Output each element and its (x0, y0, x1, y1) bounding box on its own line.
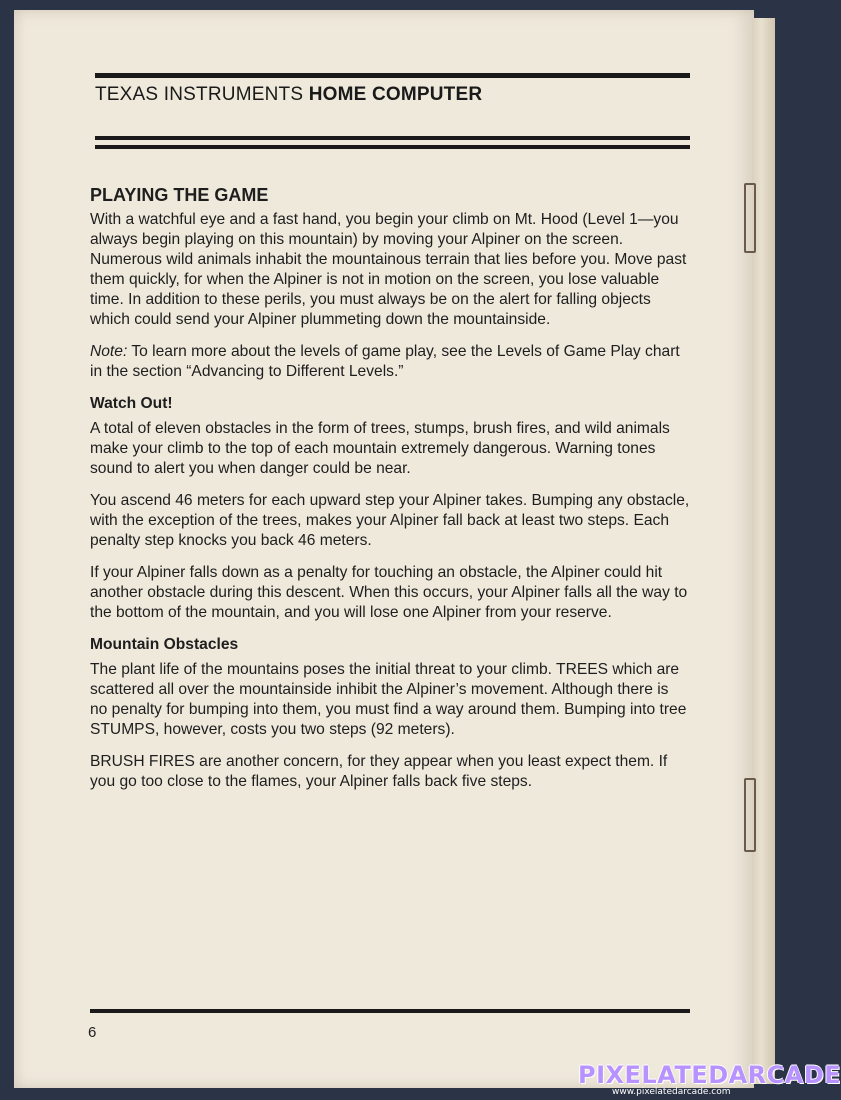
watermark-logo: PIXELATEDARCADE (578, 1061, 841, 1089)
staple-top (744, 183, 756, 253)
note-label: Note: (90, 343, 128, 360)
watch-out-paragraph-2: You ascend 46 meters for each upward step your Alpiner takes. Bumping any obstacle, with the exception of the trees, makes your Alpiner fall back at least two steps. Each penalty step knocks you back 46 meters. (90, 492, 690, 549)
section-title: PLAYING THE GAME (90, 185, 269, 205)
booklet-spine (752, 18, 775, 1084)
watch-out-paragraph-3: If your Alpiner falls down as a penalty for touching an obstacle, the Alpiner could hit another obstacle during this descent. When this occurs, your Alpiner falls all the way to the bottom of the mountain, and you will lose one Alpiner from your reserve. (90, 564, 688, 621)
page-content (90, 185, 690, 804)
mountain-obstacles-paragraph-2: BRUSH FIRES are another concern, for they appear when you least expect them. If you go too close to the flames, your Alpiner falls back five steps. (90, 753, 668, 790)
page-header (95, 84, 482, 106)
footer-rule (90, 1009, 690, 1013)
watch-out-paragraph-1: A total of eleven obstacles in the form of trees, stumps, brush fires, and wild animals make your climb to the top of each mountain extremely dangerous. Warning tones sound to alert you when danger could be near. (90, 420, 670, 477)
page-number: 6 (88, 1024, 97, 1041)
header-rule-top (95, 73, 690, 78)
note-text: To learn more about the levels of game play, see the Levels of Game Play chart in the section “Advancing to Different Levels.” (90, 343, 680, 380)
header-rule-bottom (95, 145, 690, 149)
mountain-obstacles-paragraph-1: The plant life of the mountains poses the initial threat to your climb. TREES which are scattered all over the mountainside inhibit the Alpiner’s movement. Although there is no penalty for bumping into them, you must find a way around them. Bumping into tree STUMPS, however, costs you two steps (92 meters). (90, 661, 687, 738)
mountain-obstacles-heading: Mountain Obstacles (90, 636, 239, 653)
intro-paragraph: With a watchful eye and a fast hand, you begin your climb on Mt. Hood (Level 1—you always begin playing on this mountain) by moving your Alpiner on the screen. Numerous wild animals inhabit the mountainous terrain that lies before you. Move past them quickly, for when the Alpiner is not in motion on the screen, you lose valuable time. In addition to these perils, you must always be on the alert for falling objects which could send your Alpiner plummeting down the mountainside. (90, 211, 687, 328)
header-product: HOME COMPUTER (308, 84, 483, 105)
watch-out-heading: Watch Out! (90, 395, 173, 412)
watermark-url: www.pixelatedarcade.com (612, 1087, 731, 1097)
staple-bottom (744, 778, 756, 852)
header-rule-middle (95, 136, 690, 140)
note-paragraph (90, 342, 690, 382)
header-brand: TEXAS INSTRUMENTS (95, 84, 309, 105)
